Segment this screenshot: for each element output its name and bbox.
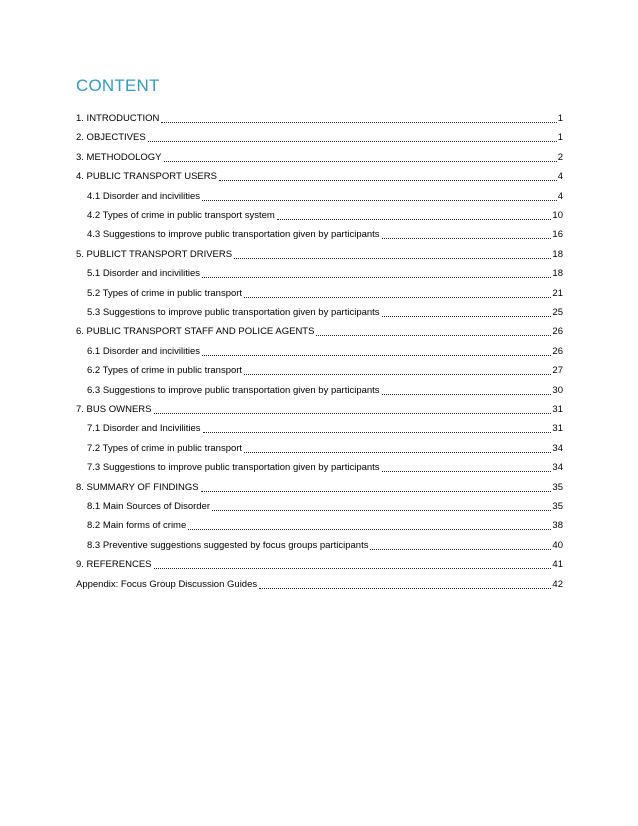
toc-page-number: 1 — [557, 132, 563, 144]
dot-leader — [202, 268, 551, 280]
dot-leader — [148, 132, 557, 144]
dot-leader — [382, 462, 552, 474]
toc-entry[interactable] — [76, 480, 563, 494]
dot-leader — [234, 249, 551, 261]
toc-entry[interactable] — [76, 557, 563, 571]
toc-page-number: 35 — [552, 501, 563, 512]
toc-subentry[interactable] — [87, 208, 563, 222]
toc-entry-label: 6. PUBLIC TRANSPORT STAFF AND POLICE AGENTS — [76, 326, 315, 338]
toc-subentry[interactable] — [87, 344, 563, 358]
dot-leader — [382, 385, 552, 397]
dot-leader — [382, 307, 552, 319]
toc-entry[interactable] — [76, 402, 563, 416]
toc-subentry[interactable] — [87, 227, 563, 241]
toc-entry[interactable] — [76, 324, 563, 338]
toc-page-number: 26 — [552, 326, 563, 338]
toc-entry-label: 8.3 Preventive suggestions suggested by focus groups participants — [87, 539, 369, 551]
dot-leader — [188, 520, 551, 532]
toc-entry-label: 7.1 Disorder and Incivilities — [87, 423, 201, 435]
toc-title: CONTENT — [76, 76, 160, 95]
toc-page-number: 10 — [552, 210, 563, 221]
dot-leader — [277, 210, 552, 222]
toc-subentry[interactable] — [87, 499, 563, 513]
toc-entry-label: 8.1 Main Sources of Disorder — [87, 501, 211, 512]
toc-entry-label: 9. REFERENCES — [76, 559, 152, 571]
dot-leader — [382, 229, 552, 241]
toc-entry-label: 6.1 Disorder and incivilities — [87, 345, 200, 357]
toc-page-number: 30 — [552, 384, 563, 396]
toc-entry-label: 8.2 Main forms of crime — [87, 520, 187, 532]
toc-subentry[interactable] — [87, 538, 563, 552]
dot-leader — [244, 288, 551, 300]
toc-entry-label: 7.2 Types of crime in public transport — [87, 442, 243, 454]
dot-leader — [244, 443, 551, 455]
toc-entry-label: 6.3 Suggestions to improve public transportation given by participants — [87, 384, 380, 396]
toc-page-number: 18 — [552, 248, 563, 260]
toc-subentry[interactable] — [87, 266, 563, 280]
toc-subentry[interactable] — [87, 363, 563, 377]
toc-entry[interactable] — [76, 130, 563, 144]
toc-entry[interactable] — [76, 111, 563, 125]
toc-page-number: 18 — [552, 268, 563, 280]
toc-page-number: 25 — [552, 307, 563, 318]
toc-page-number: 16 — [552, 229, 563, 241]
toc-page-number: 1 — [557, 113, 563, 124]
toc-page-number: 34 — [552, 462, 563, 474]
toc-page-number: 31 — [552, 404, 563, 415]
dot-leader — [202, 191, 557, 203]
toc-page-number: 34 — [552, 442, 563, 454]
toc-entry-label: 4.1 Disorder and incivilities — [87, 190, 200, 202]
toc-entry-label: Appendix: Focus Group Discussion Guides — [76, 578, 258, 590]
toc-entry-label: 4.3 Suggestions to improve public transportation given by participants — [87, 229, 380, 241]
toc-entry-label: 1. INTRODUCTION — [76, 113, 160, 124]
toc-entry-label: 5.1 Disorder and incivilities — [87, 268, 200, 280]
toc-page-number: 21 — [552, 287, 563, 299]
dot-leader — [203, 423, 552, 435]
toc-entry-label: 2. OBJECTIVES — [76, 132, 146, 144]
toc-entry[interactable] — [76, 247, 563, 261]
toc-entry-label: 6.2 Types of crime in public transport — [87, 365, 243, 377]
dot-leader — [244, 365, 551, 377]
toc-page-number: 4 — [557, 171, 563, 183]
toc-page-number: 2 — [557, 151, 563, 163]
toc-entry-label: 4.2 Types of crime in public transport system — [87, 210, 275, 221]
dot-leader — [161, 113, 556, 125]
dot-leader — [164, 152, 557, 164]
toc-subentry[interactable] — [87, 518, 563, 532]
dot-leader — [201, 482, 552, 494]
dot-leader — [202, 346, 551, 358]
toc-entry-label: 3. METHODOLOGY — [76, 151, 162, 163]
toc-page-number: 38 — [552, 520, 563, 532]
toc-subentry[interactable] — [87, 441, 563, 455]
toc-page-number: 31 — [552, 423, 563, 435]
toc-entry-label: 7. BUS OWNERS — [76, 404, 152, 415]
dot-leader — [212, 501, 551, 513]
dot-leader — [316, 326, 551, 338]
toc-entry-label: 5.2 Types of crime in public transport — [87, 287, 243, 299]
dot-leader — [219, 171, 557, 183]
toc-entry[interactable] — [76, 577, 563, 591]
toc-page-number: 26 — [552, 345, 563, 357]
toc-entry[interactable] — [76, 169, 563, 183]
toc-page-number: 41 — [552, 559, 563, 571]
toc-entry[interactable] — [76, 150, 563, 164]
toc-page-number: 42 — [552, 578, 563, 590]
toc-entry-label: 8. SUMMARY OF FINDINGS — [76, 481, 199, 493]
dot-leader — [259, 579, 551, 591]
dot-leader — [154, 404, 552, 416]
toc-page-number: 40 — [552, 539, 563, 551]
toc-page-number: 35 — [552, 481, 563, 493]
dot-leader — [370, 540, 551, 552]
toc-subentry[interactable] — [87, 383, 563, 397]
toc-subentry[interactable] — [87, 460, 563, 474]
toc-page-number: 4 — [557, 190, 563, 202]
toc-subentry[interactable] — [87, 189, 563, 203]
toc-page-number: 27 — [552, 365, 563, 377]
toc-entry-label: 5. PUBLICT TRANSPORT DRIVERS — [76, 248, 233, 260]
toc-entry-label: 4. PUBLIC TRANSPORT USERS — [76, 171, 217, 183]
toc-entry-label: 5.3 Suggestions to improve public transportation given by participants — [87, 307, 380, 318]
toc-subentry[interactable] — [87, 286, 563, 300]
toc-subentry[interactable] — [87, 421, 563, 435]
toc-subentry[interactable] — [87, 305, 563, 319]
dot-leader — [154, 559, 552, 571]
toc-entry-label: 7.3 Suggestions to improve public transportation given by participants — [87, 462, 380, 474]
